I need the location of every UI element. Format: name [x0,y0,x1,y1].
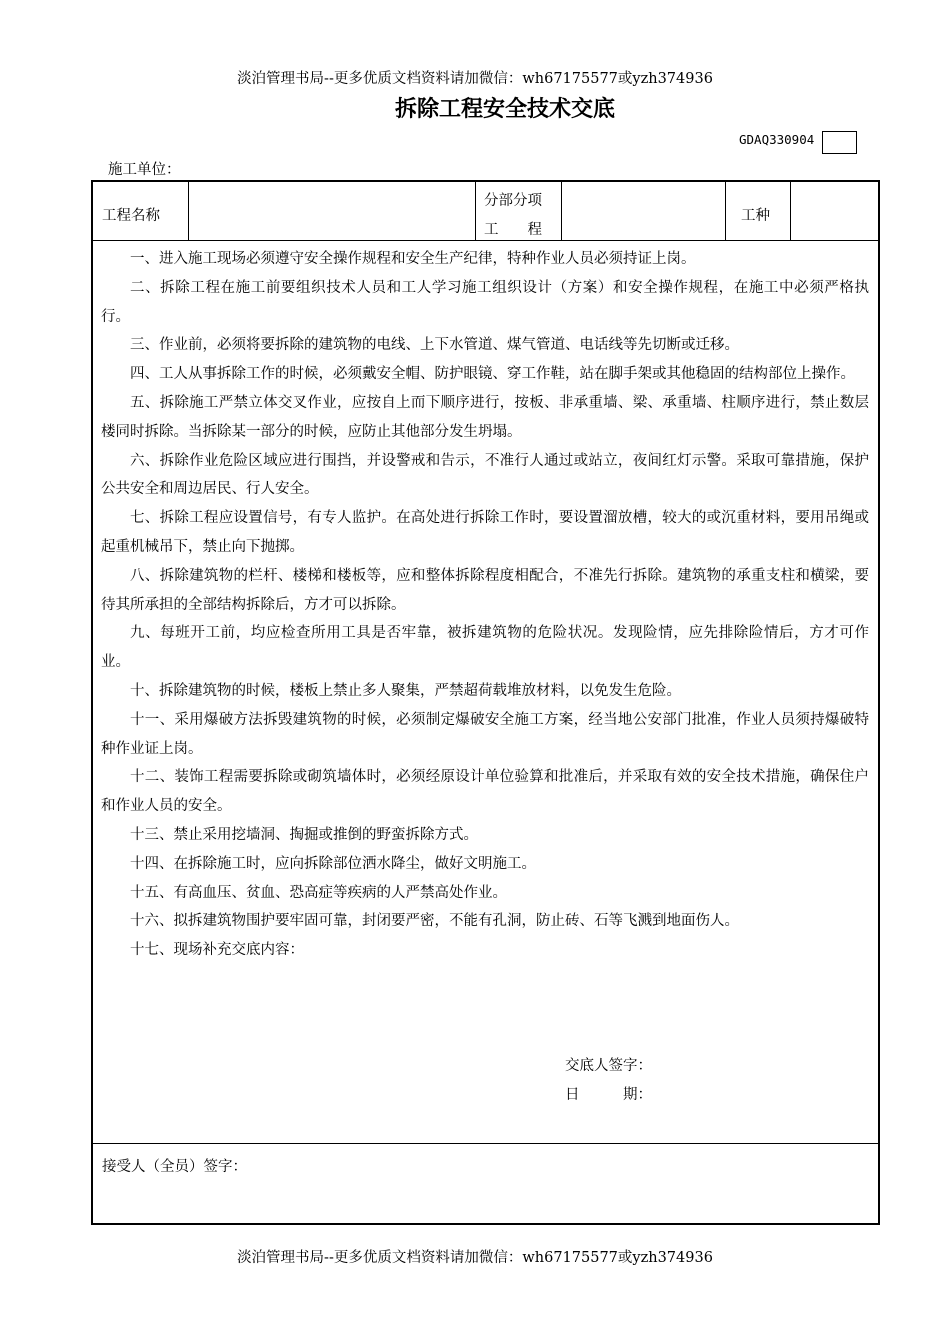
item: 二、拆除工程在施工前要组织技术人员和工人学习施工组织设计（方案）和安全操作规程，在施工中必须严格执行。 [101,279,869,325]
receiver-row-divider [93,1143,878,1144]
item: 十二、装饰工程需要拆除或砌筑墙体时，必须经原设计单位验算和批准后，并采取有效的安全技术措施，确保住户和作业人员的安全。 [101,769,869,815]
item: 十七、现场补充交底内容： [130,942,304,959]
watermark-footer: 淡泊管理书局--更多优质文档资料请加微信：wh67175577或yzh374936 [237,1250,713,1266]
date-label: 日 期： [565,1087,652,1103]
project-name-field[interactable] [189,182,475,240]
document-code: GDAQ330904 [739,132,815,147]
disclosure-table [91,180,880,1225]
item: 十六、拟拆建筑物围护要牢固可靠，封闭要严密，不能有孔洞，防止砖、石等飞溅到地面伤人。 [130,913,739,930]
code-box[interactable] [822,131,857,154]
sub-project-field[interactable] [562,182,725,240]
item: 十、拆除建筑物的时候，楼板上禁止多人聚集，严禁超荷载堆放材料，以免发生危险。 [130,682,681,699]
sub-project-label: 分部分项 [484,193,542,209]
item: 十一、采用爆破方法拆毁建筑物的时候，必须制定爆破安全施工方案，经当地公安部门批准，作业人员须持爆破特种作业证上岗。 [101,711,869,757]
divider [475,182,476,240]
item: 十五、有高血压、贫血、恐高症等疾病的人严禁高处作业。 [130,884,507,901]
watermark-header: 淡泊管理书局--更多优质文档资料请加微信：wh67175577或yzh374936 [237,71,713,87]
trade-field[interactable] [791,182,878,240]
item: 一、进入施工现场必须遵守安全操作规程和安全生产纪律，特种作业人员必须持证上岗。 [130,251,696,267]
item: 七、拆除工程应设置信号，有专人监护。在高处进行拆除工作时，要设置溜放槽，较大的或沉重材料，要用吊绳或起重机械吊下，禁止向下抛掷。 [101,510,869,555]
construction-unit-label: 施工单位： [108,162,181,178]
sub-project-label-2: 工 程 [484,222,542,238]
signature-label: 交底人签字： [565,1058,652,1074]
receiver-signature-label: 接受人（全员）签字： [102,1159,247,1175]
item: 六、拆除作业危险区域应进行围挡，并设警戒和告示，不准行人通过或站立，夜间红灯示警。采取可靠措施，保护公共安全和周边居民、行人安全。 [101,452,869,498]
item: 十四、在拆除施工时，应向拆除部位洒水降尘，做好文明施工。 [130,855,536,872]
divider [725,182,726,240]
trade-label: 工种 [741,208,770,224]
disclosure-content [101,245,869,965]
item: 九、每班开工前，均应检查所用工具是否牢靠，被拆建筑物的危险状况。发现险情，应先排除险情后，方才可作业。 [101,625,869,671]
header-row [93,182,878,241]
page-title: 拆除工程安全技术交底 [394,97,615,122]
item: 四、工人从事拆除工作的时候，必须戴安全帽、防护眼镜、穿工作鞋，站在脚手架或其他稳固的结构部位上操作。 [130,366,855,383]
project-name-label: 工程名称 [102,208,160,224]
item: 十三、禁止采用挖墙洞、掏掘或推倒的野蛮拆除方式。 [130,826,478,843]
item: 三、作业前，必须将要拆除的建筑物的电线、上下水管道、煤气管道、电话线等先切断或迁移。 [130,337,739,354]
item: 八、拆除建筑物的栏杆、楼梯和楼板等，应和整体拆除程度相配合，不准先行拆除。建筑物的承重支柱和横梁，要待其所承担的全部结构拆除后，方才可以拆除。 [101,567,869,613]
item: 五、拆除施工严禁立体交叉作业，应按自上而下顺序进行，按板、非承重墙、梁、承重墙、柱顺序进行，禁止数层楼同时拆除。当拆除某一部分的时候，应防止其他部分发生坍塌。 [101,394,869,440]
